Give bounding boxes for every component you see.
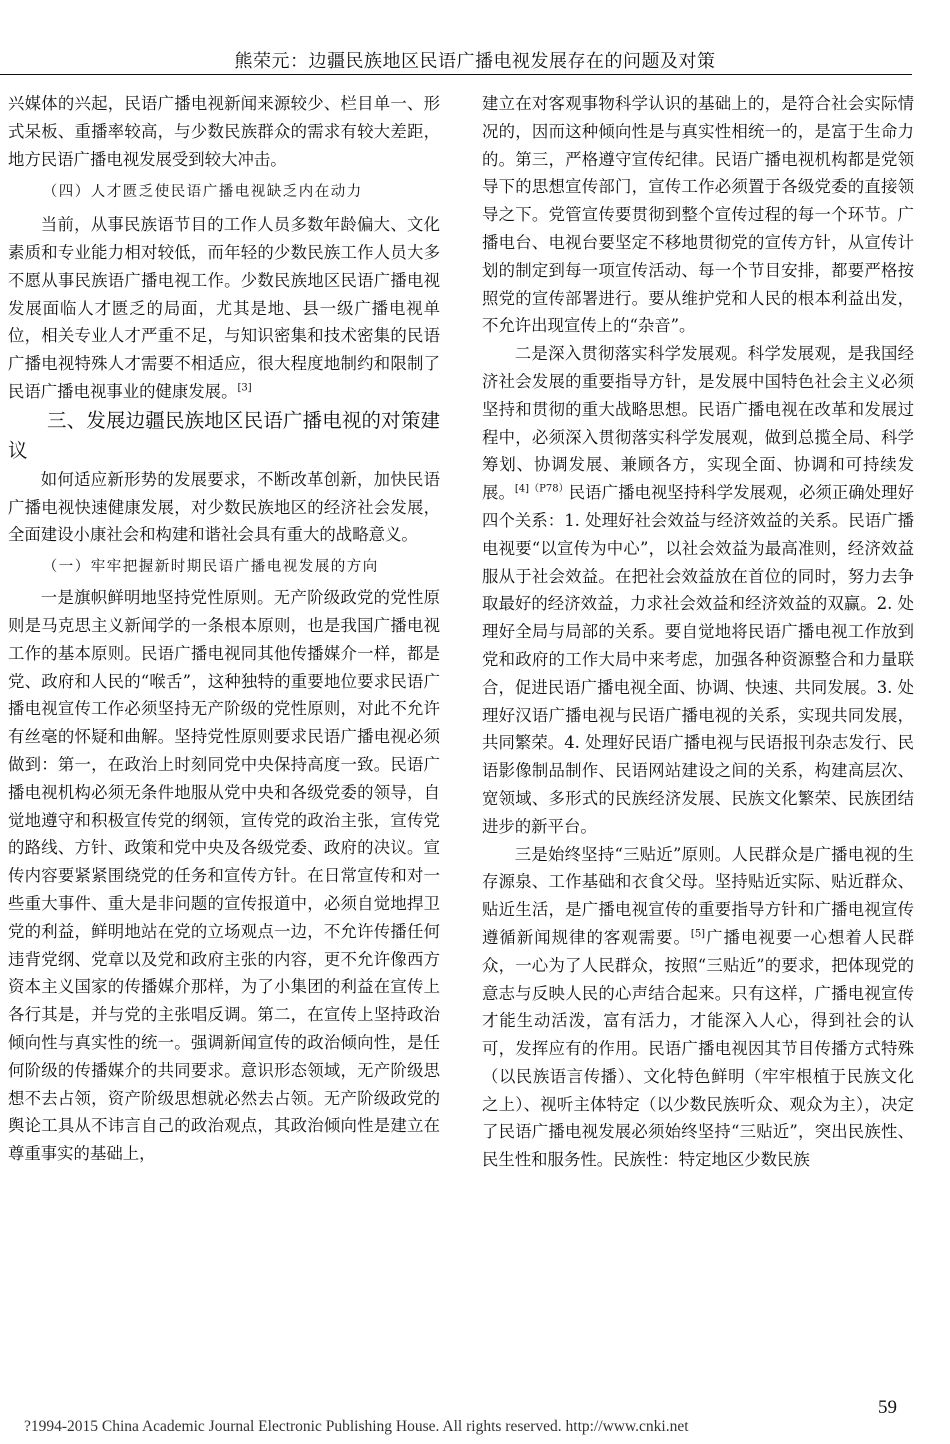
paragraph-text: 三是始终坚持“三贴近”原则。人民群众是广播电视的生存源泉、工作基础和衣食父母。坚持贴近实际、贴近群众、贴近生活，是广播电视宣传的重要指导方针和广播电视宣传遵循新闻规律的客观需要。 (482, 844, 914, 947)
copyright-notice: ?1994-2015 China Academic Journal Electronic Publishing House. All rights reserved. http://www.cnki.net (24, 1418, 689, 1435)
paragraph (482, 841, 914, 1175)
paragraph: 兴媒体的兴起，民语广播电视新闻来源较少、栏目单一、形式呆板、重播率较高，与少数民族群众的需求有较大差距，地方民语广播电视发展受到较大冲击。 (8, 94, 440, 169)
citation-ref: [4]（P78） (514, 483, 569, 495)
section-heading-3: 三、发展边疆民族地区民语广播电视的对策建议 (8, 408, 440, 462)
page-number: 59 (878, 1397, 897, 1418)
paragraph: 如何适应新形势的发展要求，不断改革创新，加快民语广播电视快速健康发展，对少数民族地区的经济社会发展，全面建设小康社会和构建和谐社会具有重大的战略意义。 (8, 469, 440, 545)
paragraph-text: 广播电视要一心想着人民群众，一心为了人民群众，按照“三贴近”的要求，把体现党的意志与反映人民的心声结合起来。只有这样，广播电视宣传才能生动活泼，富有活力，才能深入人心，得到社会的认可，发挥应有的作用。民语广播电视因其节目传播方式特殊（以民族语言传播）、文化特色鲜明（牢牢根植于民族文化之上）、视听主体特定（以少数民族听众、观众为主），决定了民语广播电视发展必须始终坚持“三贴近”，突出民族性、民生性和服务性。民族性：特定地区少数民族 (482, 927, 915, 1170)
right-column (482, 90, 914, 1174)
paragraph: 一是旗帜鲜明地坚持党性原则。无产阶级政党的党性原则是马克思主义新闻学的一条根本原则，也是我国广播电视工作的基本原则。民语广播电视同其他传播媒介一样，都是党、政府和人民的“喉舌”，这种独特的重要地位要求民语广播电视宣传工作必须坚持无产阶级的党性原则，对此不允许有丝毫的怀疑和曲解。坚持党性原则要求民语广播电视必须做到：第一，在政治上时刻同党中央保持高度一致。民语广播电视机构必须无条件地服从党中央和各级党委的领导，自觉地遵守和积极宣传党的纲领，宣传党的政治主张，宣传党的路线、方针、政策和党中央及各级党委、政府的决议。宣传内容要紧紧围绕党的任务和宣传方针。在日常宣传和对一些重大事件、重大是非问题的宣传报道中，必须自觉地捍卫党的利益，鲜明地站在党的立场观点一边，不允许传播任何违背党纲、党章以及党和政府主张的内容，更不允许像西方资本主义国家的传播媒介那样，为了小集团的利益在宣传上各行其是，并与党的主张唱反调。第二，在宣传上坚持政治倾向性与真实性的统一。强调新闻宣传的政治倾向性，是任何阶级的传播媒介的共同要求。意识形态领域，无产阶级思想不去占领，资产阶级思想就必然去占领。无产阶级政党的舆论工具从不讳言自己的政治观点，其政治倾向性是建立在尊重事实的基础上， (8, 588, 440, 1164)
running-title: 熊荣元：边疆民族地区民语广播电视发展存在的问题及对策 (234, 51, 716, 72)
citation-ref: [5] (690, 928, 706, 940)
page-footer (0, 1395, 950, 1444)
paragraph (482, 340, 914, 840)
subsection-heading-1: （一）牢牢把握新时期民语广播电视发展的方向 (42, 559, 379, 576)
header-rule (0, 74, 912, 75)
paragraph (8, 211, 440, 406)
left-column (8, 90, 440, 1168)
paragraph: 建立在对客观事物科学认识的基础上的，是符合社会实际情况的，因而这种倾向性是与真实性相统一的，是富于生命力的。第三，严格遵守宣传纪律。民语广播电视机构都是党领导下的思想宣传部门，宣传工作必须置于各级党委的直接领导之下。党管宣传要贯彻到整个宣传过程的每一个环节。广播电台、电视台要坚定不移地贯彻党的宣传方针，从宣传计划的制定到每一项宣传活动、每一个节目安排，都要严格按照党的宣传部署进行。要从维护党和人民的根本利益出发，不允许出现宣传上的“杂音”。 (482, 94, 914, 336)
paragraph-text: 民语广播电视坚持科学发展观，必须正确处理好四个关系：1. 处理好社会效益与经济效益的关系。民语广播电视要“以宣传为中心”，以社会效益为最高准则，经济效益服从于社会效益。在把社会效益放在首位的同时，努力去争取最好的经济效益，力求社会效益和经济效益的双赢。2. 处理好全局与局部的关系。要自觉地将民语广播电视工作放到党和政府的工作大局中来考虑，加强各种资源整合和力量联合，促进民语广播电视全面、协调、快速、共同发展。3. 处理好汉语广播电视与民语广播电视的关系，实现共同发展，共同繁荣。4. 处理好民语广播电视与民语报刊杂志发行、民语影像制品制作、民语网站建设之间的关系，构建高层次、宽领域、多形式的民族经济发展、民族文化繁荣、民族团结进步的新平台。 (482, 483, 915, 836)
citation-ref: [3] (237, 382, 252, 394)
paragraph-text: 二是深入贯彻落实科学发展观。科学发展观，是我国经济社会发展的重要指导方针，是发展中国特色社会主义必须坚持和贯彻的重大战略思想。民语广播电视在改革和发展过程中，必须深入贯彻落实科学发展观，做到总揽全局、科学筹划、协调发展、兼顾各方，实现全面、协调和可持续发展。 (482, 344, 914, 503)
subsection-heading-4: （四）人才匮乏使民语广播电视缺乏内在动力 (42, 184, 363, 201)
running-header (0, 0, 950, 75)
paragraph-text: 当前，从事民族语节目的工作人员多数年龄偏大、文化素质和专业能力相对较低，而年轻的少数民族工作人员大多不愿从事民族语广播电视工作。少数民族地区民语广播电视发展面临人才匮乏的局面，尤其是地、县一级广播电视单位，相关专业人才严重不足，与知识密集和技术密集的民语广播电视特殊人才需要不相适应，很大程度地制约和限制了民语广播电视事业的健康发展。 (8, 215, 440, 401)
